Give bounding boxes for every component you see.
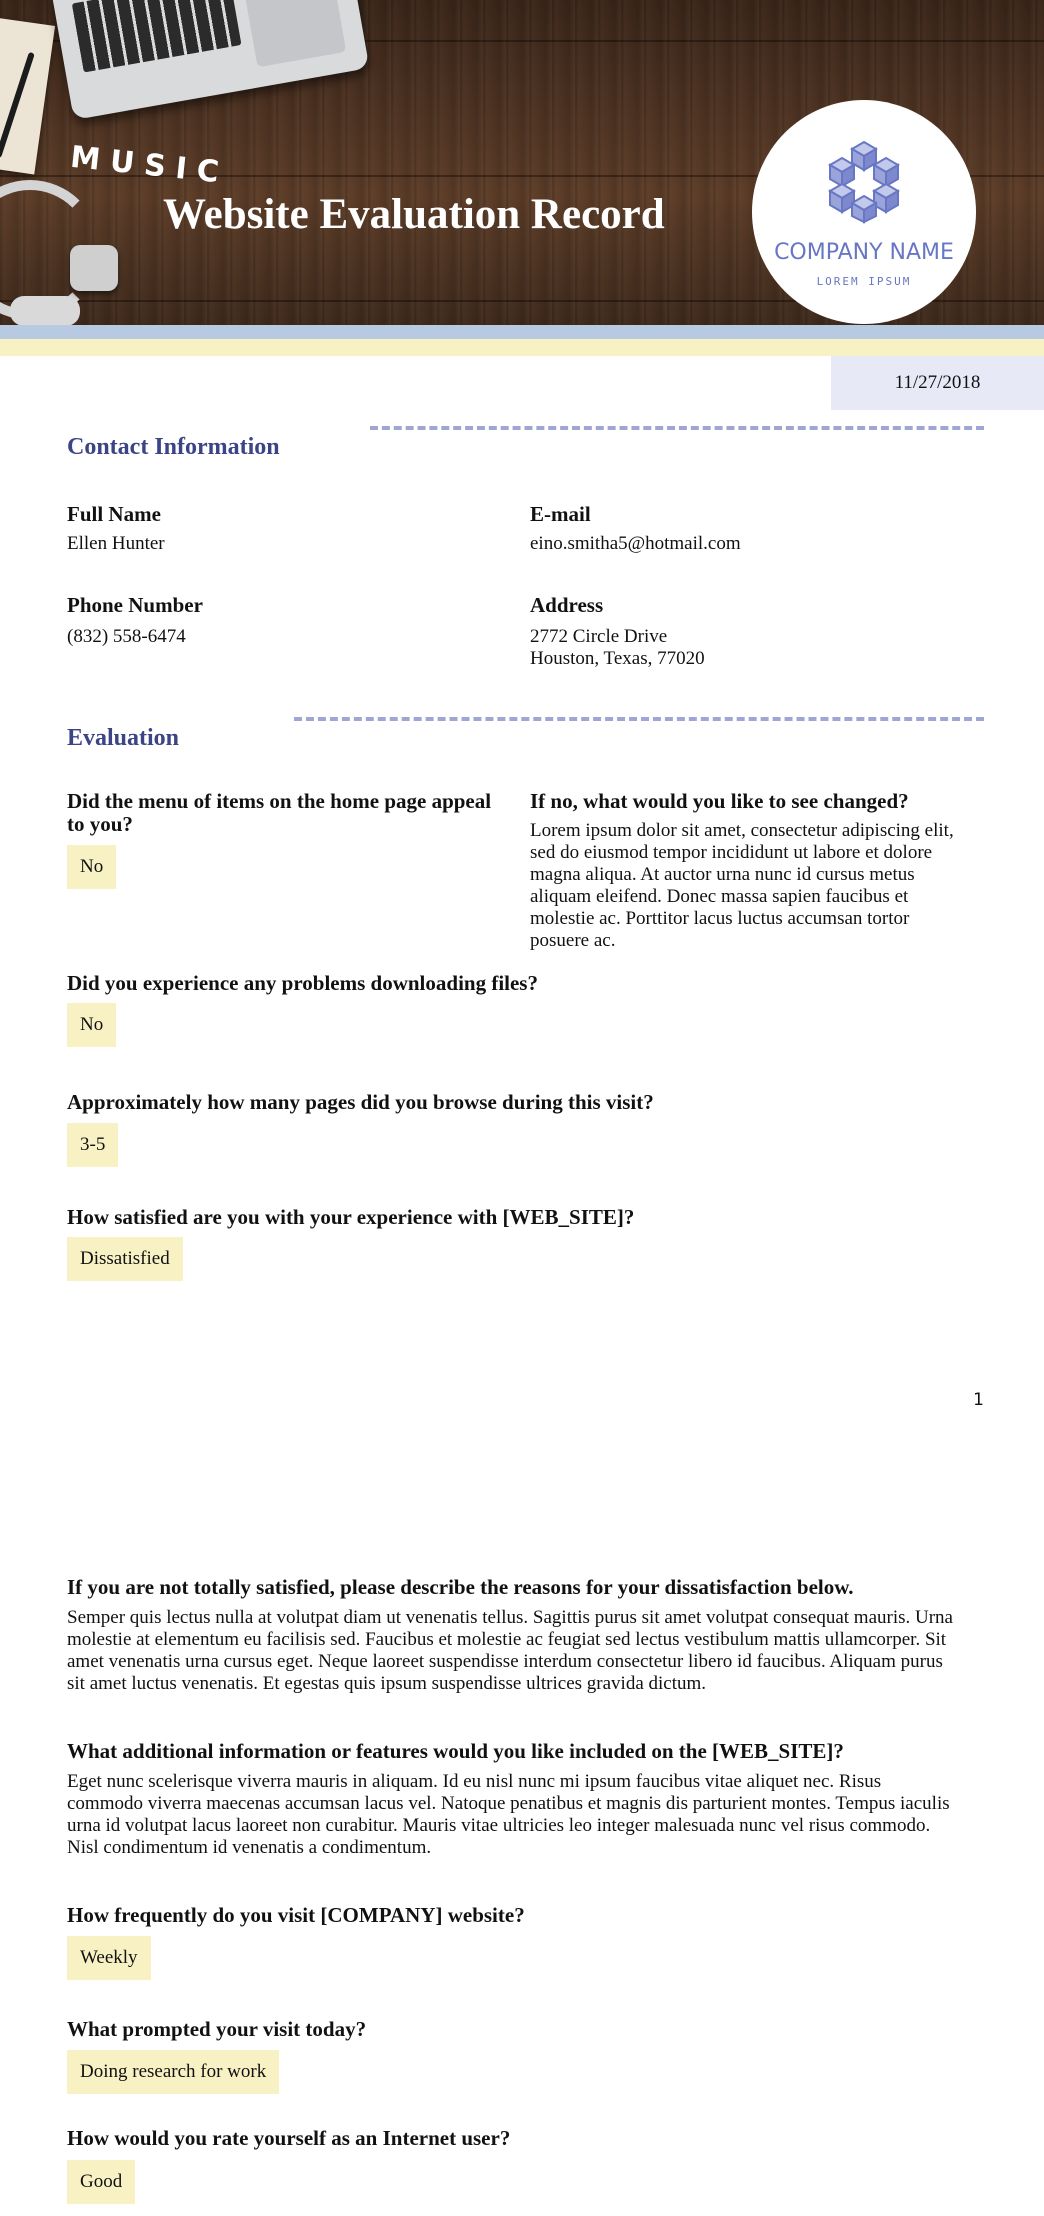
answer-pages-browsed: 3-5 [67, 1123, 118, 1167]
answer-line: Lorem ipsum dolor sit amet, consectetur adipiscing elit, [530, 820, 954, 841]
answer-line: sit amet luctus venenatis. Et egestas quis ipsum suspendisse ultrices gravida dictum. [67, 1673, 707, 1694]
question-satisfaction: How satisfied are you with your experience with [WEB_SITE]? [67, 1205, 635, 1229]
question-menu-appeal: Did the menu of items on the home page appeal [67, 789, 492, 813]
question-menu-appeal-cont: to you? [67, 812, 133, 836]
answer-changes [530, 820, 954, 952]
answer-menu-appeal: No [67, 845, 116, 889]
email-label: E-mail [530, 502, 591, 526]
email-value: eino.smitha5@hotmail.com [530, 533, 741, 554]
question-dissatisfaction-reasons: If you are not totally satisfied, please describe the reasons for your dissatisfaction below. [67, 1575, 854, 1599]
answer-line: aliquam eleifend. Donec massa sapien faucibus et [530, 886, 909, 907]
address-line-1: 2772 Circle Drive [530, 626, 668, 647]
page-number: 1 [973, 1390, 984, 1410]
question-visit-prompt: What prompted your visit today? [67, 2017, 367, 2041]
answer-download-problems: No [67, 1003, 116, 1047]
laptop-keyboard [72, 0, 242, 73]
question-additional-features: What additional information or features would you like included on the [WEB_SITE]? [67, 1739, 844, 1763]
answer-additional-features [67, 1771, 950, 1859]
section-divider [370, 426, 984, 430]
question-changes: If no, what would you like to see changed? [530, 789, 909, 813]
answer-line: commodo viverra maecenas accumsan lacus vel. Natoque penatibus et magnis dis parturient montes. Tempus iaculis [67, 1793, 950, 1814]
company-logo [752, 100, 976, 324]
page-title: Website Evaluation Record [163, 191, 665, 238]
answer-line: sed do eiusmod tempor incididunt ut labore et dolore [530, 842, 933, 863]
phone-label: Phone Number [67, 593, 203, 617]
company-name: COMPANY NAME [774, 240, 954, 265]
answer-satisfaction: Dissatisfied [67, 1237, 183, 1281]
evaluation-section-title: Evaluation [67, 725, 180, 751]
contact-section-title: Contact Information [67, 434, 280, 460]
answer-visit-frequency: Weekly [67, 1936, 151, 1980]
address-label: Address [530, 593, 604, 617]
laptop-image [51, 0, 370, 120]
record-date: 11/27/2018 [831, 356, 1044, 410]
question-pages-browsed: Approximately how many pages did you browse during this visit? [67, 1090, 654, 1114]
answer-line: amet venenatis urna cursus eget. Neque laoreet suspendisse interdum consectetur libero id faucibus. Aliquam purus [67, 1651, 943, 1672]
laptop-trackpad [245, 0, 347, 67]
answer-line: molestie ac. Porttitor lacus luctus accumsan tortor [530, 908, 910, 929]
answer-line: Eget nunc scelerisque viverra mauris in aliquam. Id eu nisl nunc mi ipsum faucibus vitae aliquet nec. Risus [67, 1771, 882, 1792]
answer-internet-skill: Good [67, 2160, 135, 2204]
company-tagline: LOREM IPSUM [816, 275, 912, 288]
sheet-music-image [0, 16, 55, 175]
question-internet-skill: How would you rate yourself as an Internet user? [67, 2126, 511, 2150]
full-name-value: Ellen Hunter [67, 533, 165, 554]
answer-line: urna id volutpat lacus laoreet non curabitur. Mauris vitae ultricies leo integer malesuada nunc vel risus commodo. [67, 1815, 931, 1836]
answer-line: posuere ac. [530, 930, 616, 951]
answer-line: magna aliqua. At auctor urna nunc id cursus metus [530, 864, 915, 885]
cubes-logo-icon [824, 140, 904, 224]
music-decoration-text: MUSIC [68, 139, 231, 192]
header-banner [0, 0, 1044, 325]
full-name-label: Full Name [67, 502, 161, 526]
headphone-ear-cup [10, 296, 80, 325]
answer-dissatisfaction-reasons [67, 1607, 953, 1695]
headphone-ear-cup [70, 245, 118, 291]
answer-visit-prompt: Doing research for work [67, 2050, 279, 2094]
section-divider [294, 717, 984, 721]
answer-line: molestie at elementum eu facilisis sed. Faucibus et molestie ac feugiat sed lectus vestibulum mattis ullamcorper. Sit [67, 1629, 947, 1650]
question-download-problems: Did you experience any problems downloading files? [67, 971, 538, 995]
phone-value: (832) 558-6474 [67, 626, 186, 647]
question-visit-frequency: How frequently do you visit [COMPANY] website? [67, 1903, 525, 1927]
address-line-2: Houston, Texas, 77020 [530, 648, 705, 669]
header-stripe-blue [0, 325, 1044, 339]
answer-line: Semper quis lectus nulla at volutpat diam ut venenatis tellus. Sagittis purus sit amet volutpat consequat mauris. Urna [67, 1607, 953, 1628]
header-stripe-yellow [0, 339, 1044, 356]
answer-line: Nisl condimentum id venenatis a condimentum. [67, 1837, 432, 1858]
